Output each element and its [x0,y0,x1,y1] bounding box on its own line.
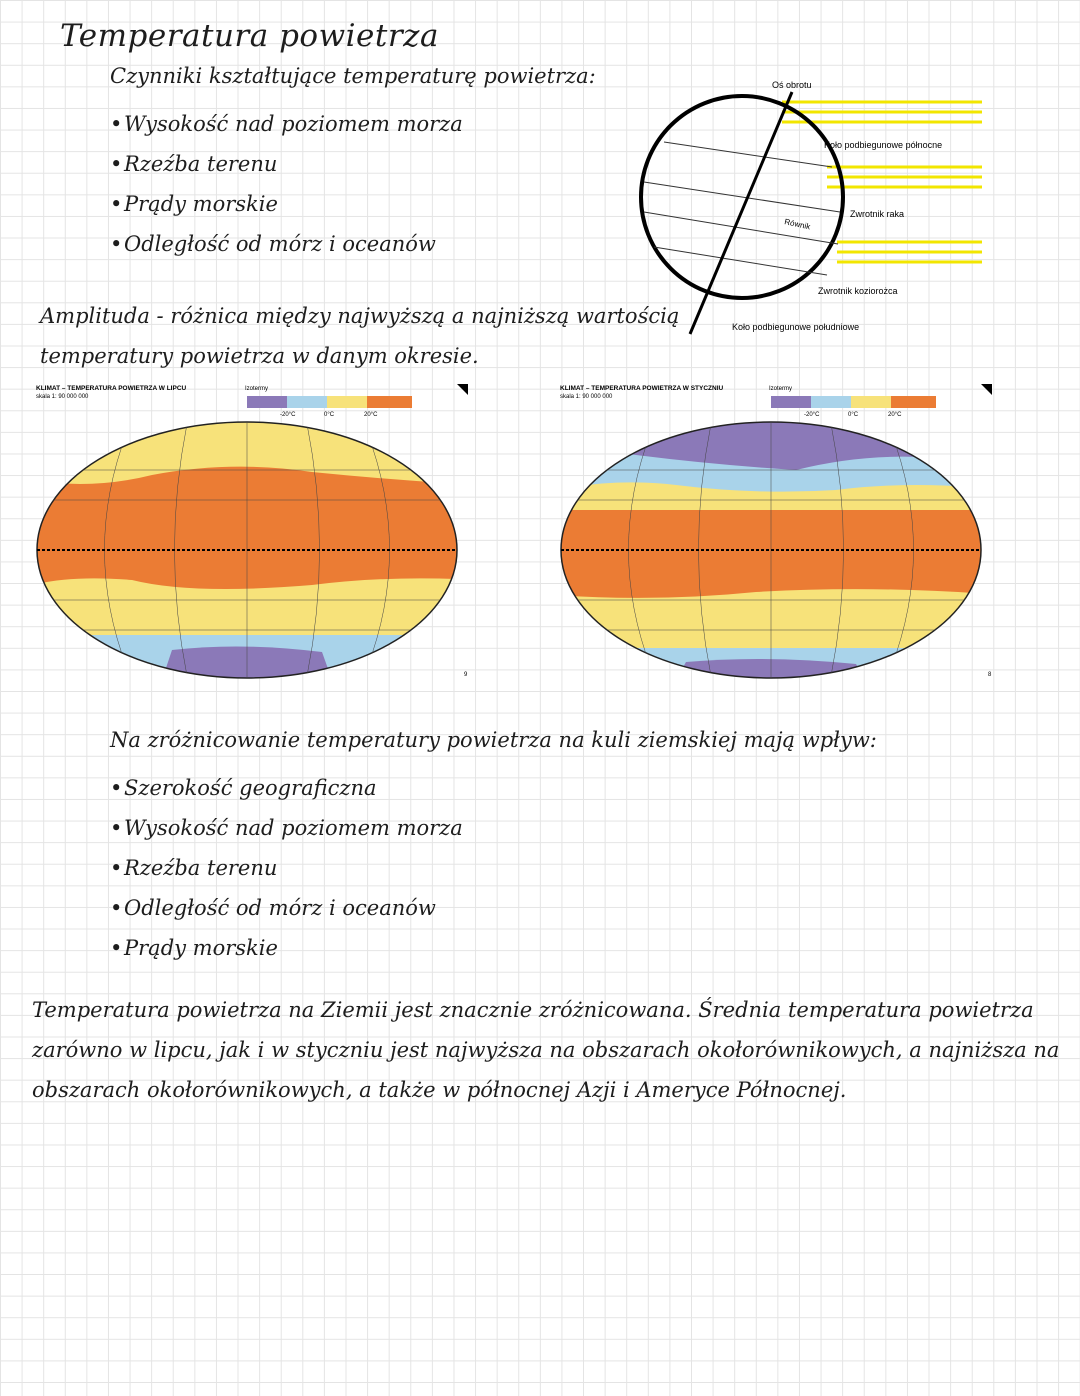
legend-label: 0°C [848,412,859,418]
page-number: 8 [988,672,992,678]
legend-label: 20°C [364,412,378,418]
map-scale: skala 1: 90 000 000 [36,394,89,400]
arctic-circle-label: Koło podbiegunowe północne [824,140,943,150]
summary-paragraph: Temperatura powietrza na Ziemii jest znacznie zróżnicowana. Średnia temperatura powietrza zarówno w lipcu, jak i w styczniu jest najwyższa na obszarach okołorównikowych, a najniższa na obszarach okołorównikowych, a także w północnej Azji i Ameryce Północnej. [32,998,1060,1102]
list-item: • Wysokość nad poziomem morza [110,808,463,848]
legend-title: Izotermy [245,386,269,392]
page-title: Temperatura powietrza [60,18,439,54]
list-item: • Rzeźba terenu [110,144,463,184]
earth-illumination-diagram [632,72,992,340]
influence-list [110,768,463,968]
equator-label: Równik [783,217,812,232]
tropic-cancer-label: Zwrotnik raka [850,209,905,219]
tropic-capricorn-label: Zwrotnik koziorożca [818,286,898,296]
factors-heading: Czynniki kształtujące temperaturę powietrza: [110,64,596,88]
list-item: • Prądy morskie [110,928,463,968]
legend-label: -20°C [280,412,296,418]
amplitude-definition: Amplituda - różnica między najwyższą a najniższą wartością temperatury powietrza w danym okresie. [40,304,680,368]
axis-label: Oś obrotu [772,80,812,90]
map-scale: skala 1: 90 000 000 [560,394,613,400]
map-title: KLIMAT – TEMPERATURA POWIETRZA W STYCZNIU [560,385,724,392]
list-item: • Szerokość geograficzna [110,768,463,808]
legend-label: 20°C [888,412,902,418]
influence-heading: Na zróżnicowanie temperatury powietrza na kuli ziemskiej mają wpływ: [110,728,877,752]
list-item: • Odległość od mórz i oceanów [110,224,463,264]
map-title: KLIMAT – TEMPERATURA POWIETRZA W LIPCU [36,385,187,392]
july-temperature-map [32,380,477,680]
page-number: 9 [464,672,468,678]
list-item: • Odległość od mórz i oceanów [110,888,463,928]
list-item: • Wysokość nad poziomem morza [110,104,463,144]
list-item: • Prądy morskie [110,184,463,224]
legend-title: Izotermy [769,386,793,392]
list-item: • Rzeźba terenu [110,848,463,888]
factors-list [110,104,463,264]
january-temperature-map [556,380,1001,680]
antarctic-circle-label: Koło podbiegunowe południowe [732,322,860,332]
legend-label: 0°C [324,412,335,418]
legend-label: -20°C [804,412,820,418]
